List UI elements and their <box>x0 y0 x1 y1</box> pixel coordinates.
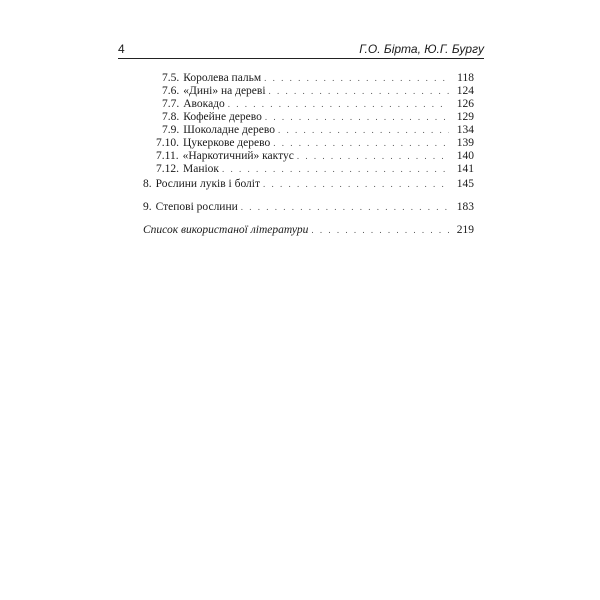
toc-entry-number: 9. <box>143 201 152 213</box>
toc-entry-page: 124 <box>456 85 474 97</box>
toc-entry-title: Маніок <box>183 163 220 175</box>
toc-leader-dots <box>228 98 449 111</box>
page-number: 4 <box>118 42 125 56</box>
toc-entry-title: Королева пальм <box>183 72 262 84</box>
toc-entry-page: 141 <box>456 163 474 175</box>
toc-entry-number: 7.5. <box>162 72 180 84</box>
running-header <box>118 42 484 58</box>
toc-entry <box>162 72 474 85</box>
toc-chapter-entry <box>143 178 474 191</box>
toc-entry-title: Рослини луків і боліт <box>155 178 261 190</box>
toc-entry <box>162 124 474 137</box>
toc-entry-number: 7.9. <box>162 124 180 136</box>
toc-entry <box>156 137 474 150</box>
toc-entry-number: 7.10. <box>156 137 179 149</box>
toc-entry-number: 7.8. <box>162 111 180 123</box>
toc-entry-title: Кофейне дерево <box>183 111 262 123</box>
toc-leader-dots <box>273 137 449 150</box>
toc-entry-number: 7.11. <box>156 150 179 162</box>
toc-leader-dots <box>265 111 449 124</box>
toc-entry-page: 129 <box>456 111 474 123</box>
toc-entry-page: 139 <box>456 137 474 149</box>
toc-entry-page: 126 <box>456 98 474 110</box>
toc-leader-dots <box>241 201 449 214</box>
toc-entry-page: 118 <box>457 72 474 84</box>
toc-leader-dots <box>278 124 449 137</box>
toc-leader-dots <box>297 150 449 163</box>
toc-entry-title: Авокадо <box>183 98 225 110</box>
toc-entry-number: 7.6. <box>162 85 180 97</box>
header-divider <box>118 58 484 59</box>
toc-leader-dots <box>222 163 449 176</box>
toc-chapter-entry <box>143 201 474 214</box>
toc-entry <box>162 98 474 111</box>
toc-entry-number: 7.12. <box>156 163 179 175</box>
toc-entry <box>162 111 474 124</box>
toc-entry-title: Степові рослини <box>155 201 238 213</box>
toc-leader-dots <box>263 178 449 191</box>
toc-bibliography-entry <box>143 224 474 237</box>
toc-entry-page: 183 <box>456 201 474 213</box>
toc-entry-title: «Дині» на дереві <box>183 85 266 97</box>
toc-leader-dots <box>311 224 449 237</box>
toc-leader-dots <box>264 72 449 85</box>
toc-entry-page: 145 <box>456 178 474 190</box>
toc-entry <box>162 85 474 98</box>
toc-entry <box>156 150 474 163</box>
toc-entry-page: 140 <box>456 150 474 162</box>
toc-entry-page: 134 <box>456 124 474 136</box>
toc-entry-number: 8. <box>143 178 152 190</box>
toc-leader-dots <box>269 85 449 98</box>
running-header-authors: Г.О. Бірта, Ю.Г. Бургу <box>359 42 484 56</box>
toc-entry-title: «Наркотичний» кактус <box>182 150 294 162</box>
toc-entry-number: 7.7. <box>162 98 180 110</box>
toc-entry <box>156 163 474 176</box>
toc-entry-page: 219 <box>456 224 474 236</box>
toc-entry-title: Список використаної літератури <box>143 224 309 236</box>
toc-entry-title: Цукеркове дерево <box>183 137 271 149</box>
toc-entry-title: Шоколадне дерево <box>183 124 275 136</box>
